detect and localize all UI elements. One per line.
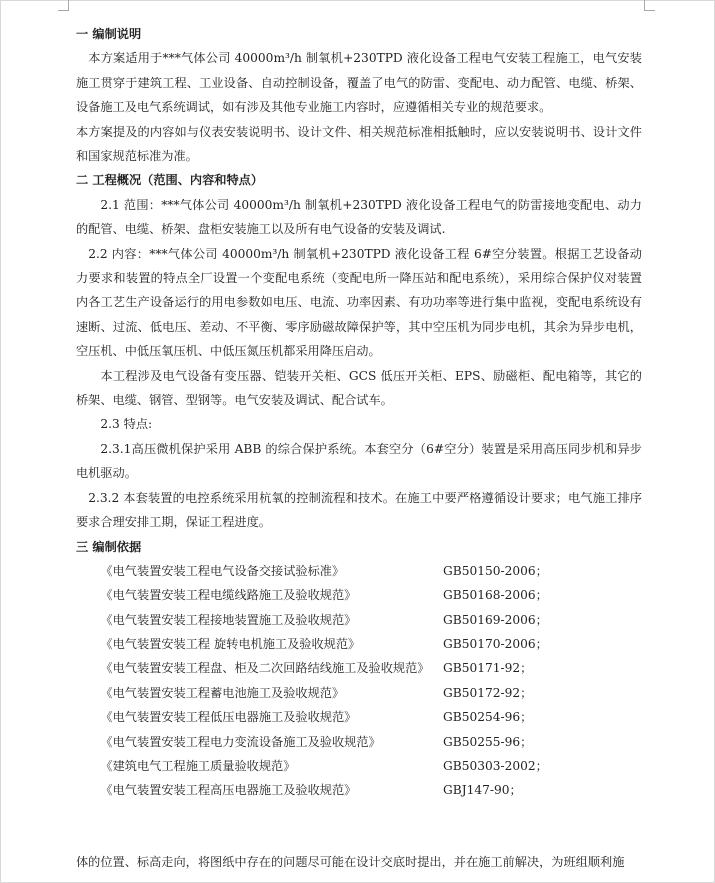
standard-code: GB50254-96； (443, 710, 533, 725)
standard-code: GB50255-96； (443, 734, 533, 749)
margin-corner-mark-right (644, 0, 655, 11)
standard-code: GB50169-2006； (443, 612, 548, 627)
standard-title: 《电气装置安装工程电气设备交接试验标准》 (100, 563, 345, 578)
standard-code: GBJ147-90； (443, 783, 522, 798)
standard-title: 《电气装置安装工程电缆线路施工及验收规范》 (100, 588, 357, 603)
standard-title: 《电气装置安装工程 旋转电机施工及验收规范》 (100, 637, 361, 652)
paragraph-2-1: 2.1 范围：***气体公司 40000m³/h 制氧机+230TPD 液化设备工程电气的防雷接地变配电、动力的配管、电缆、桥架、盘柜安装施工以及所有电气设备的安装及调试. (76, 197, 642, 237)
standard-item (76, 778, 642, 802)
standard-code: GB50150-2006； (443, 563, 548, 578)
section-heading-2: 二 工程概况（范围、内容和特点） (76, 173, 264, 188)
standard-title: 《电气装置安装工程电力变流设备施工及验收规范》 (100, 734, 381, 749)
standard-title: 《建筑电气工程施工质量验收规范》 (100, 759, 296, 774)
standard-item (76, 559, 642, 583)
standard-title: 《电气装置安装工程蓄电池施工及验收规范》 (100, 685, 345, 700)
standard-code: GB50303-2002； (443, 759, 548, 774)
paragraph-scope: 本方案适用于***气体公司 40000m³/h 制氧机+230TPD 液化设备工程电气安装工程施工，电气安装施工贯穿于建筑工程、工业设备、自动控制设备，覆盖了电气的防雷、变配电、动力配管、电缆、桥架、设备施工及电气系统调试，如有涉及其他专业施工内容时，应遵循相关专业的规范要求。 (76, 51, 642, 115)
section-heading-1: 一 编制说明 (76, 27, 142, 41)
standard-item (76, 705, 642, 729)
standard-title: 《电气装置安装工程高压电器施工及验收规范》 (100, 783, 357, 798)
standard-item (76, 730, 642, 754)
margin-corner-mark-left (58, 0, 69, 11)
standard-item (76, 656, 642, 680)
paragraph-2-3-2: 2.3.2 本套装置的电控系统采用杭氧的控制流程和技术。在施工中要严格遵循设计要求；电气施工排序要求合理安排工期，保证工程进度。 (76, 490, 642, 530)
paragraph-2-3: 2.3 特点: (100, 417, 153, 432)
standard-code: GB50172-92； (443, 685, 533, 700)
section-heading-3: 三 编制依据 (76, 539, 142, 554)
standard-item (76, 608, 642, 632)
continued-text-line: 体的位置、标高走向，将图纸中存在的问题尽可能在设计交底时提出，并在施工前解决，为班组顺利施 (76, 855, 625, 869)
standard-code: GB50168-2006； (443, 588, 548, 603)
standard-item (76, 754, 642, 778)
standard-code: GB50170-2006； (443, 637, 548, 652)
standard-title: 《电气装置安装工程接地装置施工及验收规范》 (100, 612, 357, 627)
standard-title: 《电气装置安装工程低压电器施工及验收规范》 (100, 710, 357, 725)
standard-item (76, 583, 642, 607)
standard-item (76, 681, 642, 705)
standard-title: 《电气装置安装工程盘、柜及二次回路结线施工及验收规范》 (100, 661, 430, 676)
standard-item (76, 632, 642, 656)
paragraph-2-3-1: 2.3.1高压微机保护采用 ABB 的综合保护系统。本套空分（6#空分）装置是采用高压同步机和异步电机驱动。 (76, 441, 642, 481)
paragraph-priority: 本方案提及的内容如与仪表安装说明书、设计文件、相关规范标准相抵触时，应以安装说明书、设计文件和国家规范标准为准。 (76, 124, 642, 164)
document-body (76, 22, 642, 803)
paragraph-equipment: 本工程涉及电气设备有变压器、铠装开关柜、GCS 低压开关柜、EPS、励磁柜、配电箱等，其它的桥架、电缆、钢管、型钢等。电气安装及调试、配合试车。 (76, 368, 642, 408)
standards-list (76, 559, 642, 803)
standard-code: GB50171-92； (443, 661, 533, 676)
paragraph-2-2: 2.2 内容：***气体公司 40000m³/h 制氧机+230TPD 液化设备工程 6#空分装置。根据工艺设备动力要求和装置的特点全厂设置一个变配电系统（变配电所一降压站和配电系统），采用综合保护仪对装置内各工艺生产设备运行的用电参数如电压、电流、功率因素、有功功率等进行集中监视，变配电系统设有速断、过流、低电压、差动、不平衡、零序励磁故障保护等，其中空压机为同步电机，其余为异步电机，空压机、中低压氧压机、中低压氮压机都采用降压启动。 (76, 246, 642, 359)
